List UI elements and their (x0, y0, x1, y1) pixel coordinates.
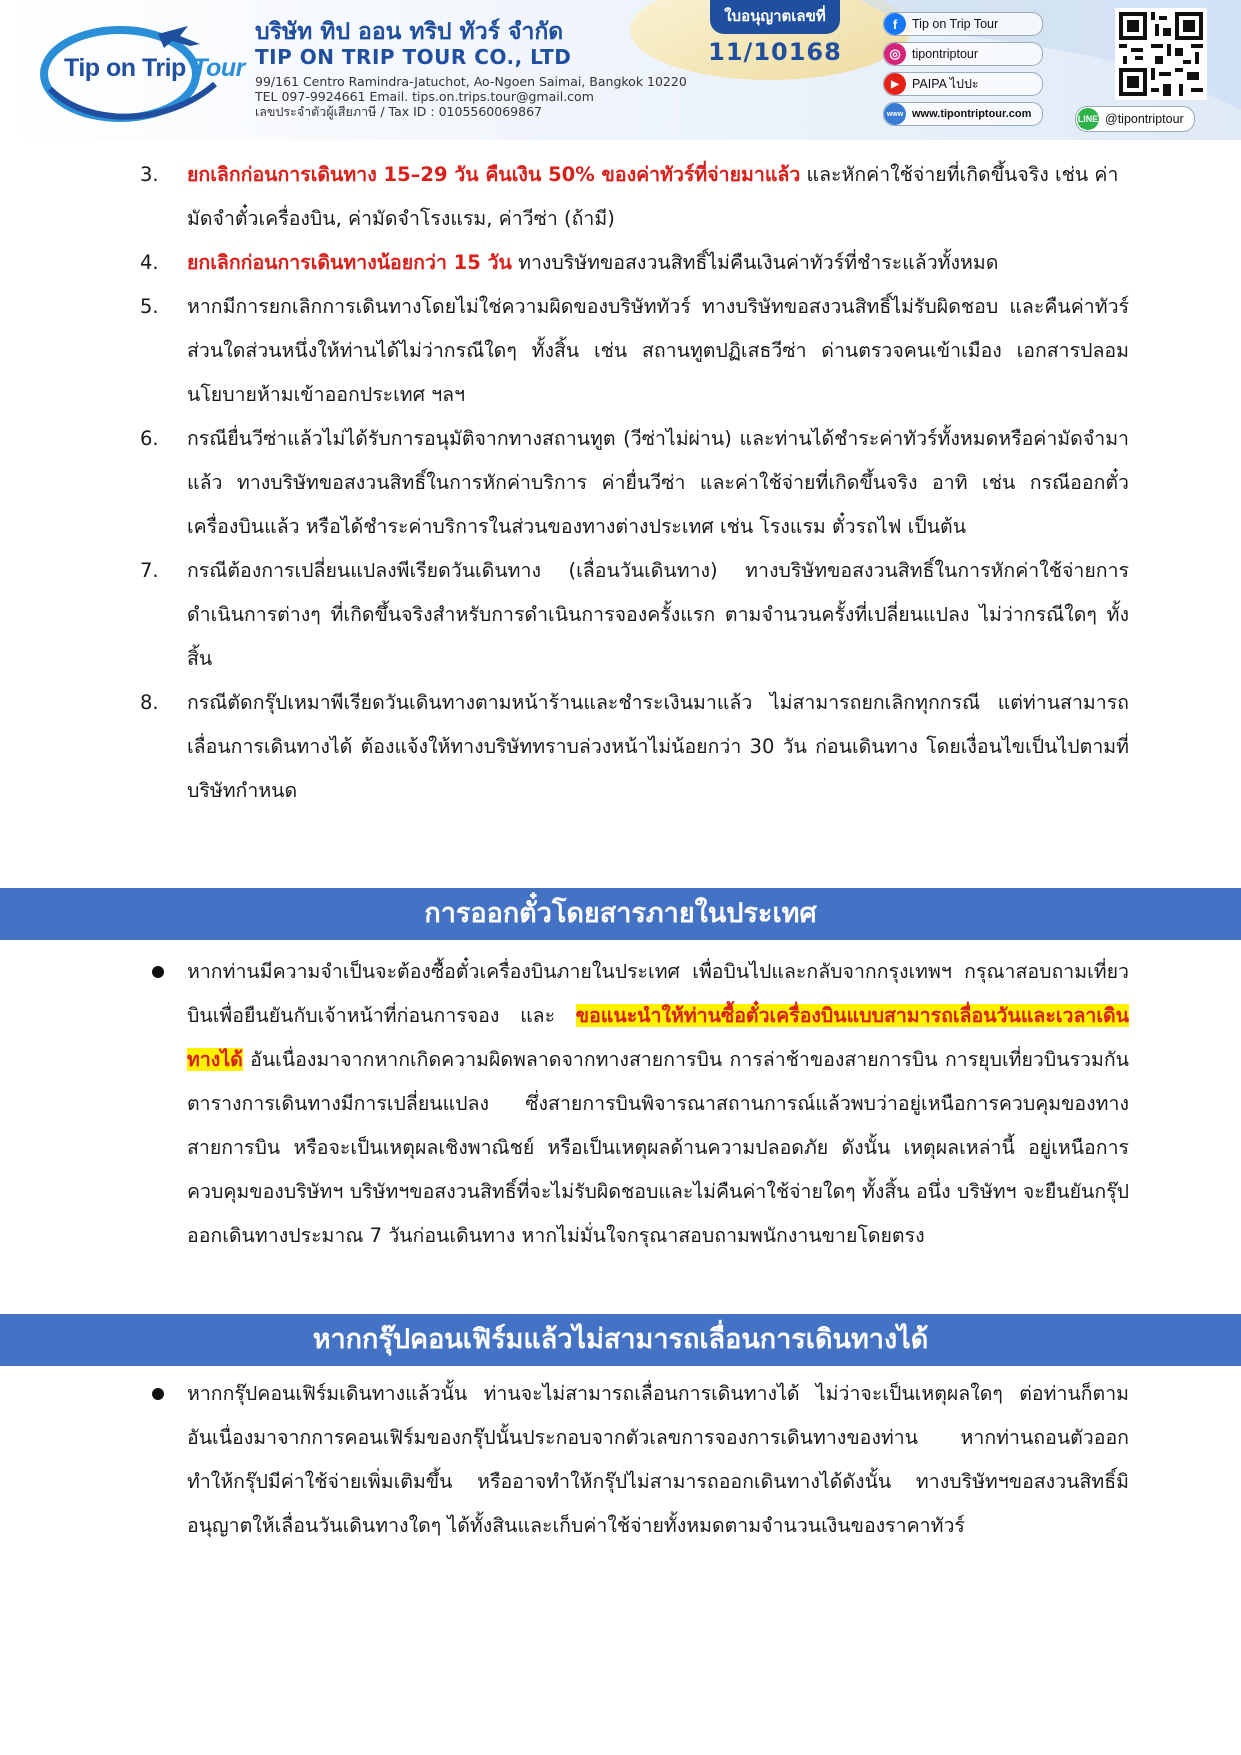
logo-text-main: Tip on Trip (64, 54, 193, 82)
item-text: กรณีต้องการเปลี่ยนแปลงพีเรียดวันเดินทาง (เลื่อนวันเดินทาง) ทางบริษัทขอสงวนสิทธิ์ในการหักค่าใช้จ่ายการดำเนินการต่างๆ ที่เกิดขึ้นจริงสำหรับการดำเนินการจองครั้งแรก ตามจำนวนครั้งที่เปลี่ยนแปลง ไม่ว่ากรณีใดๆ ทั้งสิ้น (187, 559, 1129, 670)
contact-line: TEL 097-9924661 Email. tips.on.trips.tour@gmail.com (255, 89, 594, 104)
bullet-icon (152, 966, 164, 978)
item-number: 7. (140, 559, 159, 582)
section-heading-domestic-ticket: การออกตั๋วโดยสารภายในประเทศ (0, 888, 1241, 940)
social-website[interactable] (883, 102, 1043, 126)
license-label: ใบอนุญาตเลขที่ (710, 0, 840, 34)
social-youtube[interactable] (883, 72, 1043, 96)
paragraph-text: หากท่านมีความจำเป็นจะต้องซื้อตั๋วเครื่องบินภายในประเทศ เพื่อบินไปและกลับจากกรุงเทพฯ กรุณาสอบถามเที่ยวบินเพื่อยืนยันกับเจ้าหน้าที่ก่อนการจอง และ (187, 960, 1129, 1027)
line-icon: LINE (1077, 108, 1099, 130)
social-instagram[interactable] (883, 42, 1043, 66)
terms-item-8 (0, 681, 1241, 813)
social-facebook[interactable] (883, 12, 1043, 36)
item-text: หากมีการยกเลิกการเดินทางโดยไม่ใช่ความผิดของบริษัททัวร์ ทางบริษัทขอสงวนสิทธิ์ไม่รับผิดชอบ และคืนค่าทัวร์ส่วนใดส่วนหนึ่งให้ท่านได้ไม่ว่ากรณีใดๆ ทั้งสิ้น เช่น สถานทูตปฏิเสธวีซ่า ด่านตรวจคนเข้าเมือง เอกสารปลอม นโยบายห้ามเข้าออกประเทศ ฯลฯ (187, 295, 1129, 406)
item-number: 6. (140, 427, 159, 450)
instagram-icon: ◎ (884, 43, 906, 65)
company-name-english: TIP ON TRIP TOUR CO., LTD (255, 45, 572, 69)
confirmed-group-paragraph (0, 1372, 1241, 1548)
license-badge (690, 0, 860, 66)
tax-id-line: เลขประจำตัวผู้เสียภาษี / Tax ID : 0105560069867 (255, 104, 542, 119)
item-text: ทางบริษัทขอสงวนสิทธิ์ไม่คืนเงินค่าทัวร์ที่ชำระแล้วทั้งหมด (511, 251, 999, 274)
logo-wordmark (64, 54, 245, 83)
item-text: กรณีตัดกรุ๊ปเหมาพีเรียดวันเดินทางตามหน้าร้านและชำระเงินมาแล้ว ไม่สามารถยกเลิกทุกกรณี แต่ท่านสามารถเลื่อนการเดินทางได้ ต้องแจ้งให้ทางบริษัททราบล่วงหน้าไม่น้อยกว่า 30 วัน ก่อนเดินทาง โดยเงื่อนไขเป็นไปตามที่บริษัทกำหนด (187, 691, 1129, 802)
item-number: 5. (140, 295, 159, 318)
youtube-icon: ▶ (884, 73, 906, 95)
company-name-thai: บริษัท ทิป ออน ทริป ทัวร์ จำกัด (255, 19, 564, 45)
item-text: และหักค่าใช้จ่ายที่เกิดขึ้นจริง เช่น ค่ามัดจำตั๋วเครื่องบิน, ค่ามัดจำโรงแรม, ค่าวีซ่า (ถ้ามี) (187, 163, 1119, 230)
domestic-ticket-paragraph (0, 950, 1241, 1258)
terms-item-5 (0, 285, 1241, 417)
item-number: 3. (140, 163, 159, 186)
website-icon: www (884, 103, 906, 125)
website-label: www.tipontriptour.com (912, 108, 1032, 120)
terms-item-3 (0, 153, 1241, 241)
facebook-label: Tip on Trip Tour (912, 17, 999, 31)
license-number: 11/10168 (708, 38, 842, 66)
instagram-label: tipontriptour (912, 47, 979, 61)
section-heading-confirmed-group: หากกรุ๊ปคอนเฟิร์มแล้วไม่สามารถเลื่อนการเดินทางได้ (0, 1314, 1241, 1366)
qr-code-icon[interactable] (1115, 8, 1207, 100)
item-emphasis: ยกเลิกก่อนการเดินทางน้อยกว่า 15 วัน (187, 251, 512, 274)
paragraph-text: อันเนื่องมาจากหากเกิดความผิดพลาดจากทางสายการบิน การล่าช้าของสายการบิน การยุบเที่ยวบินรวมกันตารางการเดินทางมีการเปลี่ยนแปลง ซึ่งสายการบินพิจารณาสถานการณ์แล้วพบว่าอยู่เหนือการควบคุมของทางสายการบิน หรือจะเป็นเหตุผลเชิงพาณิชย์ หรือเป็นเหตุผลด้านความปลอดภัย ดังนั้น เหตุผลเหล่านี้ อยู่เหนือการควบคุมของบริษัทฯ บริษัทฯขอสงวนสิทธิ์ที่จะไม่รับผิดชอบและไม่คืนค่าใช้จ่ายใดๆ ทั้งสิ้น อนึ่ง บริษัทฯ จะยืนยันกรุ๊ปออกเดินทางประมาณ 7 วันก่อนเดินทาง หากไม่มั่นใจกรุณาสอบถามพนักงานขายโดยตรง (187, 1048, 1129, 1247)
bullet-icon (152, 1388, 164, 1400)
item-text: กรณียื่นวีซ่าแล้วไม่ได้รับการอนุมัติจากทางสถานทูต (วีซ่าไม่ผ่าน) และท่านได้ชำระค่าทัวร์ทั้งหมดหรือค่ามัดจำมาแล้ว ทางบริษัทขอสงวนสิทธิ์ในการหักค่าบริการ ค่ายื่นวีซ่า และค่าใช้จ่ายที่เกิดขึ้นจริง อาทิ เช่น กรณีออกตั๋วเครื่องบินแล้ว หรือได้ชำระค่าบริการในส่วนของทางต่างประเทศ เช่น โรงแรม ตั๋วรถไฟ เป็นต้น (187, 427, 1129, 538)
address-line: 99/161 Centro Ramindra-Jatuchot, Ao-Ngoen Saimai, Bangkok 10220 (255, 74, 687, 89)
item-number: 4. (140, 251, 159, 274)
logo-text-tour: Tour (192, 54, 245, 82)
terms-item-6 (0, 417, 1241, 549)
terms-item-7 (0, 549, 1241, 681)
social-links (883, 12, 1043, 132)
letterhead (0, 0, 1241, 140)
paragraph-text: หากกรุ๊ปคอนเฟิร์มเดินทางแล้วนั้น ท่านจะไม่สามารถเลื่อนการเดินทางได้ ไม่ว่าจะเป็นเหตุผลใดๆ ต่อท่านก็ตาม อันเนื่องมาจากการคอนเฟิร์มของกรุ๊ปนั้นประกอบจากตัวเลขการจองการเดินทางของท่าน หากท่านถอนตัวออก ทำให้กรุ๊ปมีค่าใช้จ่ายเพิ่มเติมขึ้น หรืออาจทำให้กรุ๊ปไม่สามารถออกเดินทางได้ดังนั้น ทางบริษัทฯขอสงวนสิทธิ์มิอนุญาตให้เลื่อนวันเดินทางใดๆ ได้ทั้งสินและเก็บค่าใช้จ่ายทั้งหมดตามจำนวนเงินของราคาทัวร์ (187, 1382, 1129, 1537)
qr-code-graphic (1115, 8, 1207, 100)
facebook-icon: f (884, 13, 906, 35)
terms-item-4 (0, 241, 1241, 285)
highlighted-recommendation: ขอแนะนำให้ท่านซื้อตั๋วเครื่องบินแบบสามารถเลื่อนวันและเวลาเดินทางได้ (187, 1004, 1129, 1071)
youtube-label: PAIPA ไปปะ (912, 77, 979, 91)
item-number: 8. (140, 691, 159, 714)
company-logo (40, 14, 245, 124)
company-address (255, 74, 687, 119)
item-emphasis: ยกเลิกก่อนการเดินทาง 15–29 วัน คืนเงิน 50% ของค่าทัวร์ที่จ่ายมาแล้ว (187, 163, 801, 186)
social-line[interactable] (1075, 106, 1195, 132)
line-label: @tipontriptour (1105, 112, 1184, 126)
